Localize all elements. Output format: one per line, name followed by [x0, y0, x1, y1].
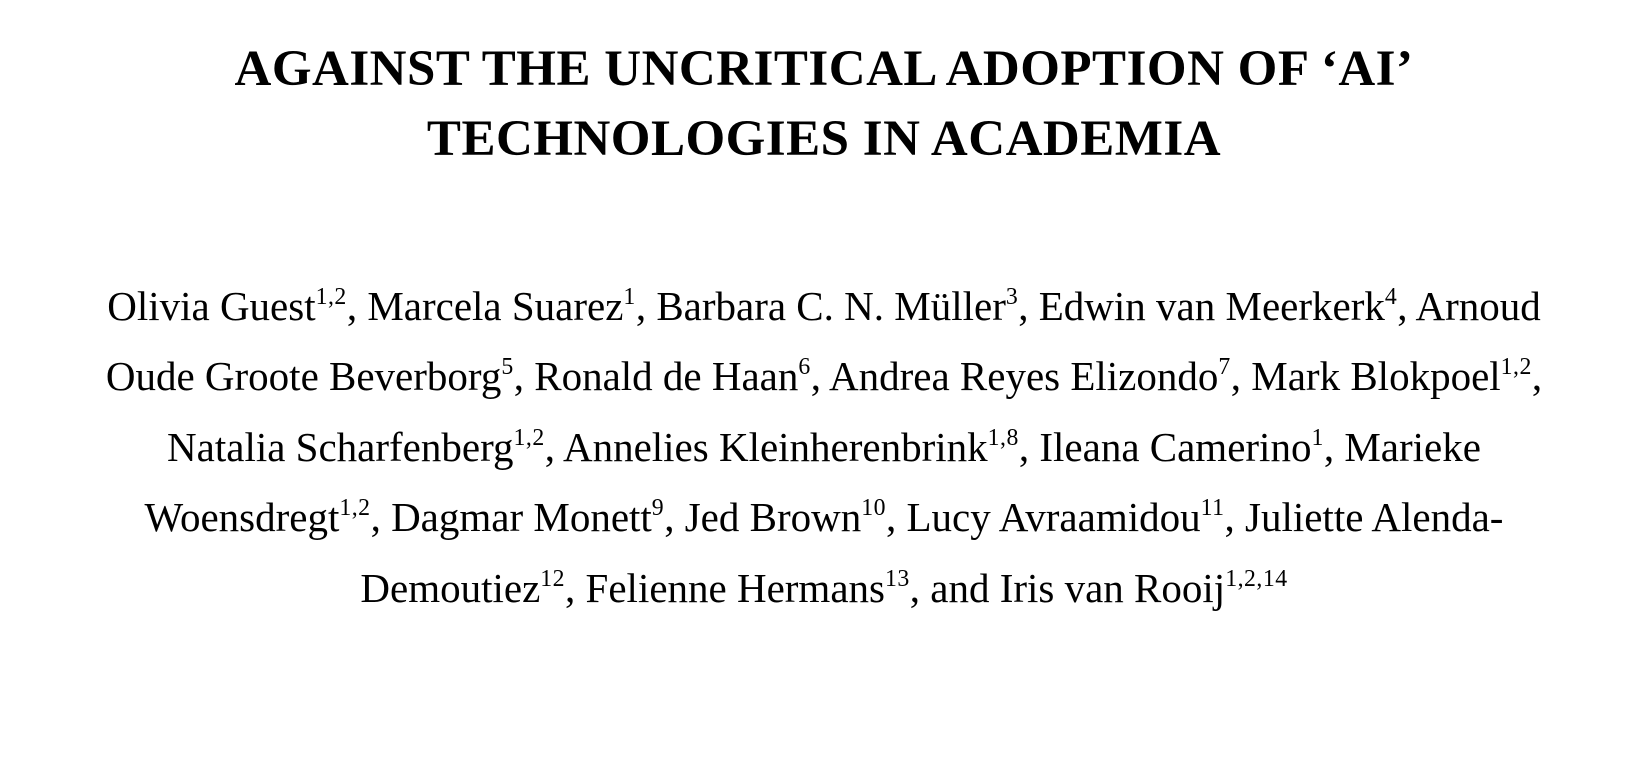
author-affiliation-superscript: 1,2 — [513, 424, 545, 451]
author-name: Ileana Camerino — [1039, 423, 1312, 470]
paper-title — [144, 34, 1504, 175]
author-affiliation-superscript: 6 — [798, 354, 811, 381]
author-affiliation-superscript: 1,2,14 — [1225, 565, 1288, 592]
author-name: Natalia Scharfenberg — [167, 423, 514, 470]
author-name: Andrea Reyes Elizondo — [829, 353, 1219, 400]
author-affiliation-superscript: 1 — [623, 283, 636, 310]
author-affiliation-superscript: 11 — [1200, 495, 1225, 522]
author-affiliation-superscript: 1,2 — [339, 495, 371, 522]
author-list: Olivia Guest$^{1,2}$, Marcela Suarez$^1$, Barbara C. N. Müller$^3$, Edwin van Meerkerk$^4$, Arnoud Oude Groote Beverborg$^5$, Ronald de Haan$^6$, Andrea Reyes Elizondo$^7$, Mark Blokpoel$^{1,2}$, Natalia Scharfenberg$^{1,2}$, Annelies Kleinherenbrink$^{1,8}$, Ileana Camerino$^1$, Marieke Woensdregt$^{1,2}$, Dagmar Monett$^9$, Jed Brown$^{10}$, Lucy Avraamidou$^{11}$, Juliette Alenda-Demoutiez$^{12}$, Felienne Hermans$^{13}$, and Iris van Rooij$^{1,2,14}$ — [105, 282, 1543, 611]
author-affiliation-superscript: 9 — [651, 495, 665, 522]
author-affiliation-superscript: 12 — [540, 565, 566, 592]
author-affiliation-superscript: 3 — [1005, 283, 1019, 310]
author-affiliation-superscript: 1,8 — [987, 424, 1019, 451]
author-affiliation-superscript: 1,2 — [1500, 354, 1532, 381]
author-affiliation-superscript: 1,2 — [315, 283, 347, 310]
author-name: Jed Brown — [684, 494, 862, 541]
author-affiliation-superscript: 10 — [861, 495, 886, 522]
author-name: Olivia Guest — [107, 282, 316, 329]
author-affiliation-superscript: 1 — [1311, 424, 1324, 451]
author-affiliation-superscript: 5 — [501, 354, 514, 381]
author-name: Lucy Avraamidou — [906, 494, 1201, 541]
author-name: Edwin van Meerkerk — [1038, 282, 1385, 329]
author-name: Mark Blokpoel — [1251, 353, 1501, 400]
author-name: Marieke Woensdregt — [144, 423, 1481, 541]
paper-title-line-1: AGAINST THE UNCRITICAL ADOPTION OF ‘AI’ — [234, 41, 1414, 97]
author-name: Juliette Alenda-Demoutiez — [360, 494, 1504, 611]
author-affiliation-superscript: 7 — [1218, 354, 1231, 381]
author-name: Arnoud Oude Groote Beverborg — [105, 282, 1541, 400]
author-name: Iris van Rooij — [999, 564, 1226, 611]
author-name: Annelies Kleinherenbrink — [562, 423, 988, 470]
author-name: Marcela Suarez — [367, 282, 624, 329]
paper-title-line-2: TECHNOLOGIES IN ACADEMIA — [426, 111, 1222, 168]
author-name: Barbara C. N. Müller — [656, 282, 1006, 329]
author-name: Ronald de Haan — [534, 353, 799, 400]
author-name: Felienne Hermans — [585, 564, 885, 611]
author-affiliation-superscript: 13 — [884, 565, 910, 592]
author-name: Dagmar Monett — [391, 494, 652, 541]
author-affiliation-superscript: 4 — [1384, 283, 1398, 310]
